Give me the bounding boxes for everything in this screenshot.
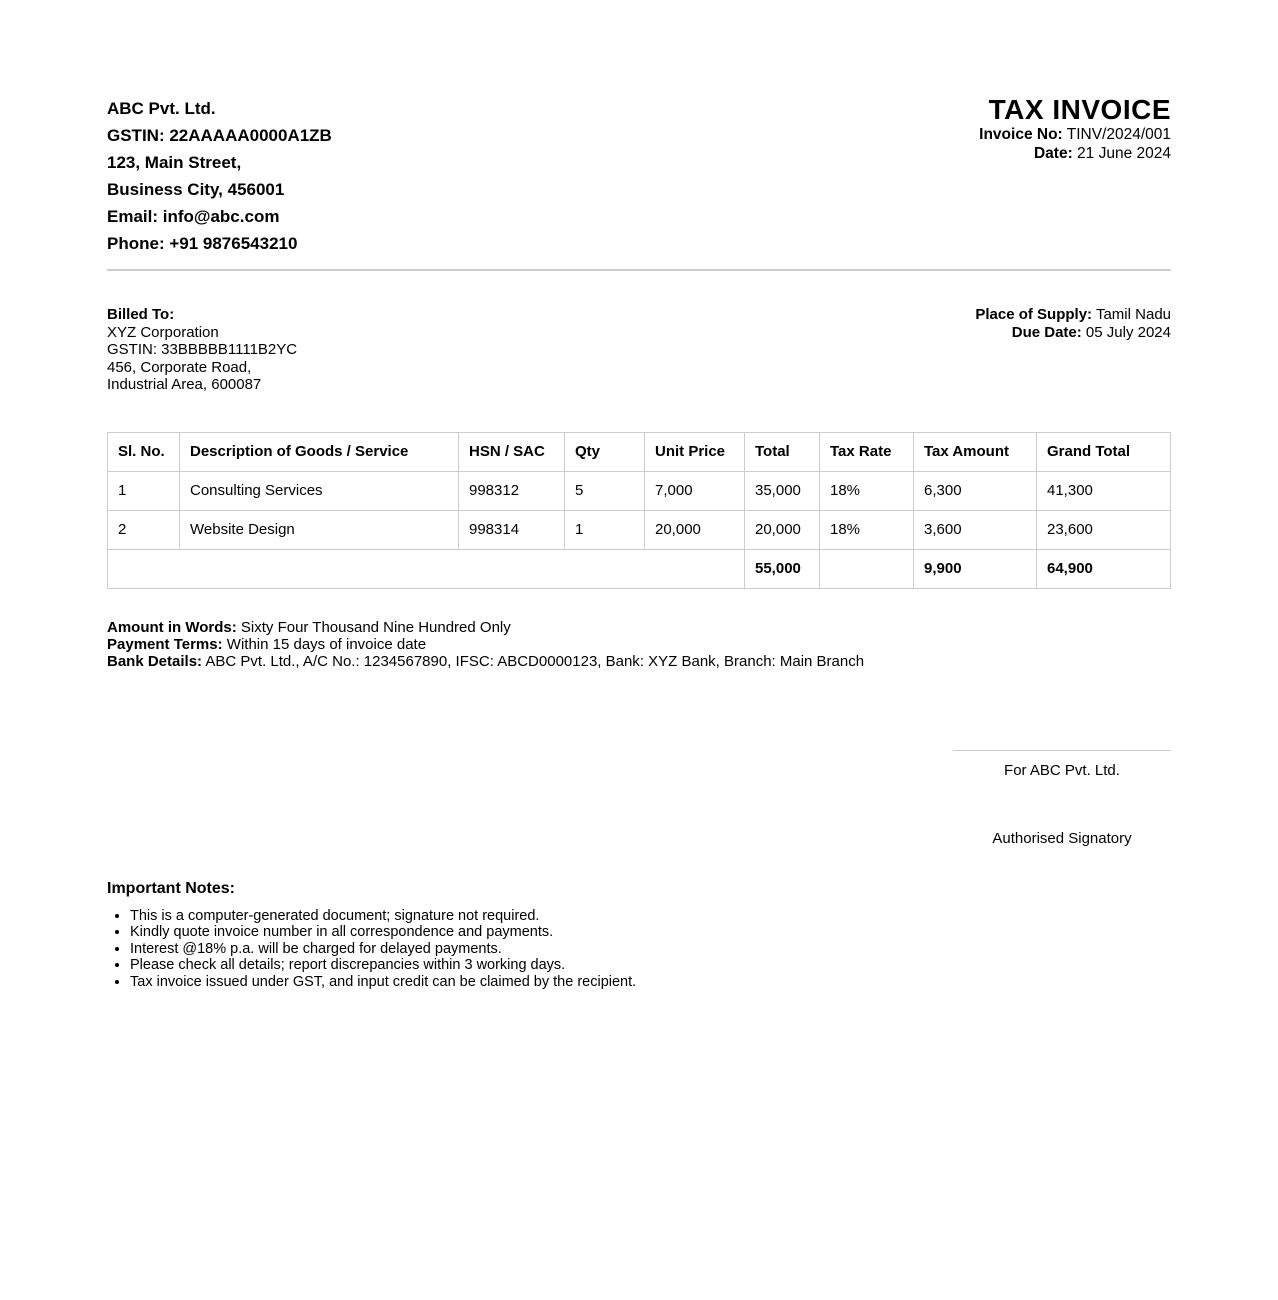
list-item: • Kindly quote invoice number in all correspondence and payments. [130, 924, 1171, 941]
invoice-date-value: 21 June 2024 [1077, 145, 1171, 162]
col-header-hsn-sac: HSN / SAC [459, 432, 565, 471]
seller-address-line2: Business City, 456001 [107, 180, 285, 199]
cell-qty: 5 [565, 471, 645, 510]
cell-tax-rate: 18% [820, 471, 914, 510]
cell-description: Website Design [180, 510, 459, 549]
signature-line [953, 750, 1171, 751]
seller-details [107, 95, 332, 257]
bank-details-line [107, 653, 1171, 670]
col-header-total: Total [745, 432, 820, 471]
col-header-unit-price: Unit Price [645, 432, 745, 471]
header-divider [107, 269, 1171, 271]
cell-hsn-sac: 998312 [459, 471, 565, 510]
buyer-address-line2: Industrial Area, 600087 [107, 376, 262, 393]
list-item: • Tax invoice issued under GST, and input credit can be claimed by the recipient. [130, 974, 1171, 991]
col-header-tax-rate: Tax Rate [820, 432, 914, 471]
cell-grand-total: 23,600 [1037, 510, 1171, 549]
totals-row [108, 549, 1171, 588]
invoice-number-value: TINV/2024/001 [1066, 126, 1171, 143]
invoice-date-label: Date: [1033, 145, 1073, 162]
cell-grand-total: 41,300 [1037, 471, 1171, 510]
invoice-meta [979, 95, 1171, 163]
col-header-grand-total: Grand Total [1037, 432, 1171, 471]
seller-gstin: GSTIN: 22AAAAA0000A1ZB [107, 126, 332, 145]
cell-total: 20,000 [745, 510, 820, 549]
bank-details-label: Bank Details: [107, 652, 203, 670]
place-of-supply-line [975, 306, 1171, 324]
col-header-tax-amount: Tax Amount [914, 432, 1037, 471]
notes-section [107, 880, 1171, 991]
totals-total: 55,000 [745, 549, 820, 588]
cell-hsn-sac: 998314 [459, 510, 565, 549]
cell-tax-amount: 6,300 [914, 471, 1037, 510]
buyer-gstin: GSTIN: 33BBBBB1111B2YC [107, 341, 298, 358]
cell-qty: 1 [565, 510, 645, 549]
party-section [107, 306, 1171, 394]
cell-total: 35,000 [745, 471, 820, 510]
invoice-header [107, 95, 1171, 257]
col-header-sl-no: Sl. No. [108, 432, 180, 471]
payment-terms-label: Payment Terms: [107, 635, 223, 653]
cell-tax-amount: 3,600 [914, 510, 1037, 549]
authorised-signatory-label: Authorised Signatory [992, 829, 1132, 847]
invoice-number-label: Invoice No: [979, 126, 1063, 143]
place-of-supply-label: Place of Supply: [975, 306, 1093, 323]
supply-details [975, 306, 1171, 341]
buyer-address-line1: 456, Corporate Road, [107, 358, 252, 376]
invoice-number-line [979, 125, 1171, 144]
page-title: TAX INVOICE [988, 94, 1171, 125]
totals-grand-total: 64,900 [1037, 549, 1171, 588]
seller-phone: Phone: +91 9876543210 [107, 234, 298, 253]
items-table [107, 432, 1171, 589]
list-item: • This is a computer-generated document; signature not required. [130, 908, 1171, 925]
cell-sl-no: 1 [108, 471, 180, 510]
summary-section [107, 619, 1171, 670]
amount-in-words-label: Amount in Words: [107, 618, 237, 636]
payment-terms-value: Within 15 days of invoice date [226, 635, 427, 653]
cell-sl-no: 2 [108, 510, 180, 549]
payment-terms-line [107, 636, 1171, 653]
amount-in-words-line [107, 619, 1171, 636]
billed-to-label: Billed To: [107, 306, 175, 323]
due-date-line [975, 324, 1171, 342]
totals-empty-cell [108, 549, 745, 588]
table-row [108, 510, 1171, 549]
table-row [108, 471, 1171, 510]
place-of-supply-value: Tamil Nadu [1095, 306, 1171, 323]
totals-tax-amount: 9,900 [914, 549, 1037, 588]
table-header-row [108, 432, 1171, 471]
due-date-label: Due Date: [1011, 323, 1082, 341]
amount-in-words-value: Sixty Four Thousand Nine Hundred Only [240, 618, 511, 636]
totals-tax-rate-empty [820, 549, 914, 588]
signature-section [107, 750, 1171, 847]
notes-heading: Important Notes: [107, 879, 235, 897]
cell-tax-rate: 18% [820, 510, 914, 549]
invoice-date-line [979, 144, 1171, 163]
seller-address-line1: 123, Main Street, [107, 153, 242, 172]
list-item: • Please check all details; report discrepancies within 3 working days. [130, 957, 1171, 974]
signature-block [953, 750, 1171, 847]
signature-for-company: For ABC Pvt. Ltd. [1004, 761, 1120, 779]
cell-unit-price: 7,000 [645, 471, 745, 510]
cell-unit-price: 20,000 [645, 510, 745, 549]
list-item: • Interest @18% p.a. will be charged for delayed payments. [130, 941, 1171, 958]
bank-details-value: ABC Pvt. Ltd., A/C No.: 1234567890, IFSC: ABCD0000123, Bank: XYZ Bank, Branch: Main Branch [205, 652, 865, 670]
notes-list [107, 908, 1171, 991]
seller-email: Email: info@abc.com [107, 207, 280, 226]
col-header-description: Description of Goods / Service [180, 432, 459, 471]
seller-name: ABC Pvt. Ltd. [107, 99, 216, 118]
billed-to-details [107, 306, 297, 394]
due-date-value: 05 July 2024 [1085, 323, 1171, 341]
cell-description: Consulting Services [180, 471, 459, 510]
col-header-qty: Qty [565, 432, 645, 471]
buyer-name: XYZ Corporation [107, 323, 219, 341]
